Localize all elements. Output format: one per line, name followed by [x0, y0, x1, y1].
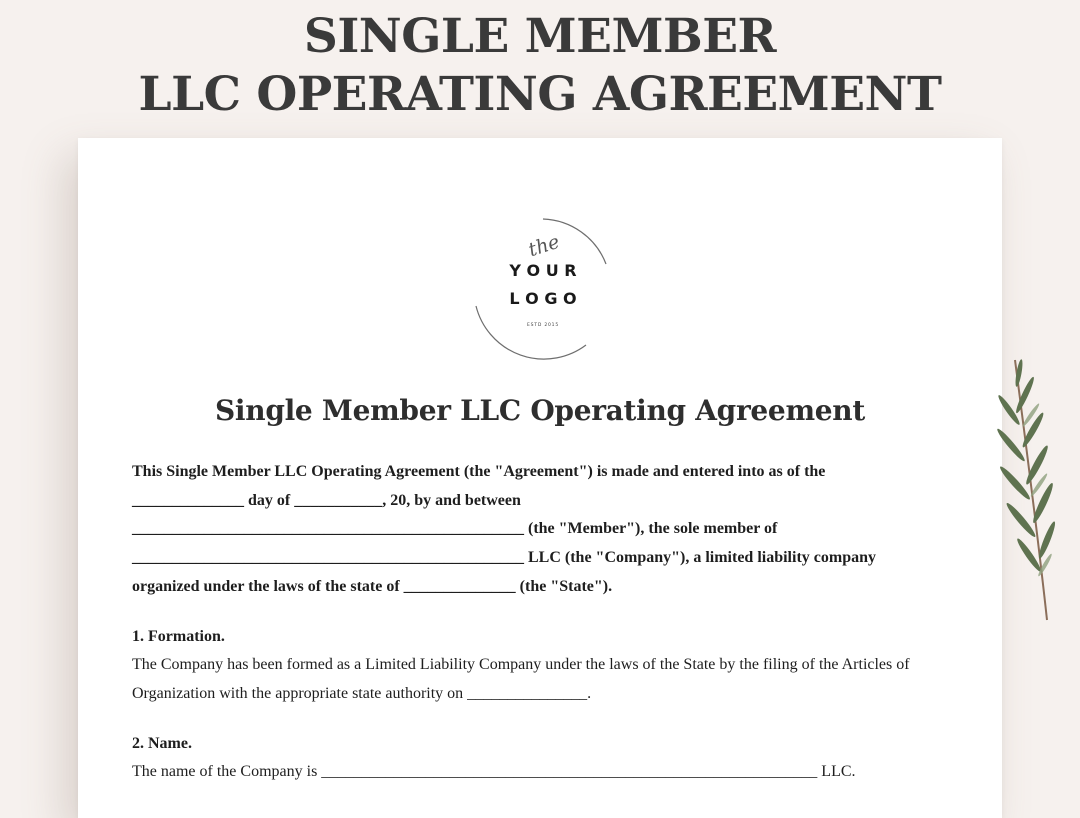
logo-badge — [468, 214, 618, 364]
intro-paragraph — [132, 458, 962, 602]
logo-line-1: Y O U R — [509, 261, 577, 280]
document-body — [132, 458, 962, 787]
intro-line: _________________________________________________ LLC (the "Company"), a limited liability company — [132, 549, 876, 567]
logo-estd-text: ESTD 2015 — [527, 323, 559, 328]
intro-line: organized under the laws of the state of ______________ (the "State"). — [132, 577, 613, 595]
section-formation — [132, 623, 962, 709]
banner-line-2: LLC OPERATING AGREEMENT — [138, 67, 942, 122]
intro-line: _________________________________________________ (the "Member"), the sole member of — [132, 520, 778, 538]
section-heading: 2. Name. — [132, 734, 192, 752]
rosemary-leaves — [995, 359, 1057, 573]
intro-line: ______________ day of ___________, 20, by and between — [132, 491, 521, 509]
section-line: The name of the Company is ______________________________________________________________ LLC. — [132, 763, 856, 781]
banner-line-1: SINGLE MEMBER — [303, 9, 777, 64]
document-sheet — [78, 138, 1002, 818]
logo-arc-bottom — [476, 306, 586, 359]
section-name — [132, 730, 962, 787]
document-title: Single Member LLC Operating Agreement — [215, 394, 865, 427]
section-line: Organization with the appropriate state authority on _______________. — [132, 684, 592, 702]
rosemary-leaf — [1031, 482, 1056, 525]
section-heading: 1. Formation. — [132, 627, 225, 645]
rosemary-leaf — [1037, 520, 1058, 559]
logo-script-text: the — [525, 230, 563, 262]
logo-line-2: L O G O — [509, 289, 577, 308]
page-banner — [0, 8, 1080, 124]
intro-line: This Single Member LLC Operating Agreement (the "Agreement") is made and entered into as of the — [132, 463, 826, 480]
section-line: The Company has been formed as a Limited Liability Company under the laws of the State by the filing of the Articles of — [132, 656, 910, 674]
rosemary-sprig-decoration — [985, 355, 1065, 625]
rosemary-leaf — [995, 427, 1027, 463]
